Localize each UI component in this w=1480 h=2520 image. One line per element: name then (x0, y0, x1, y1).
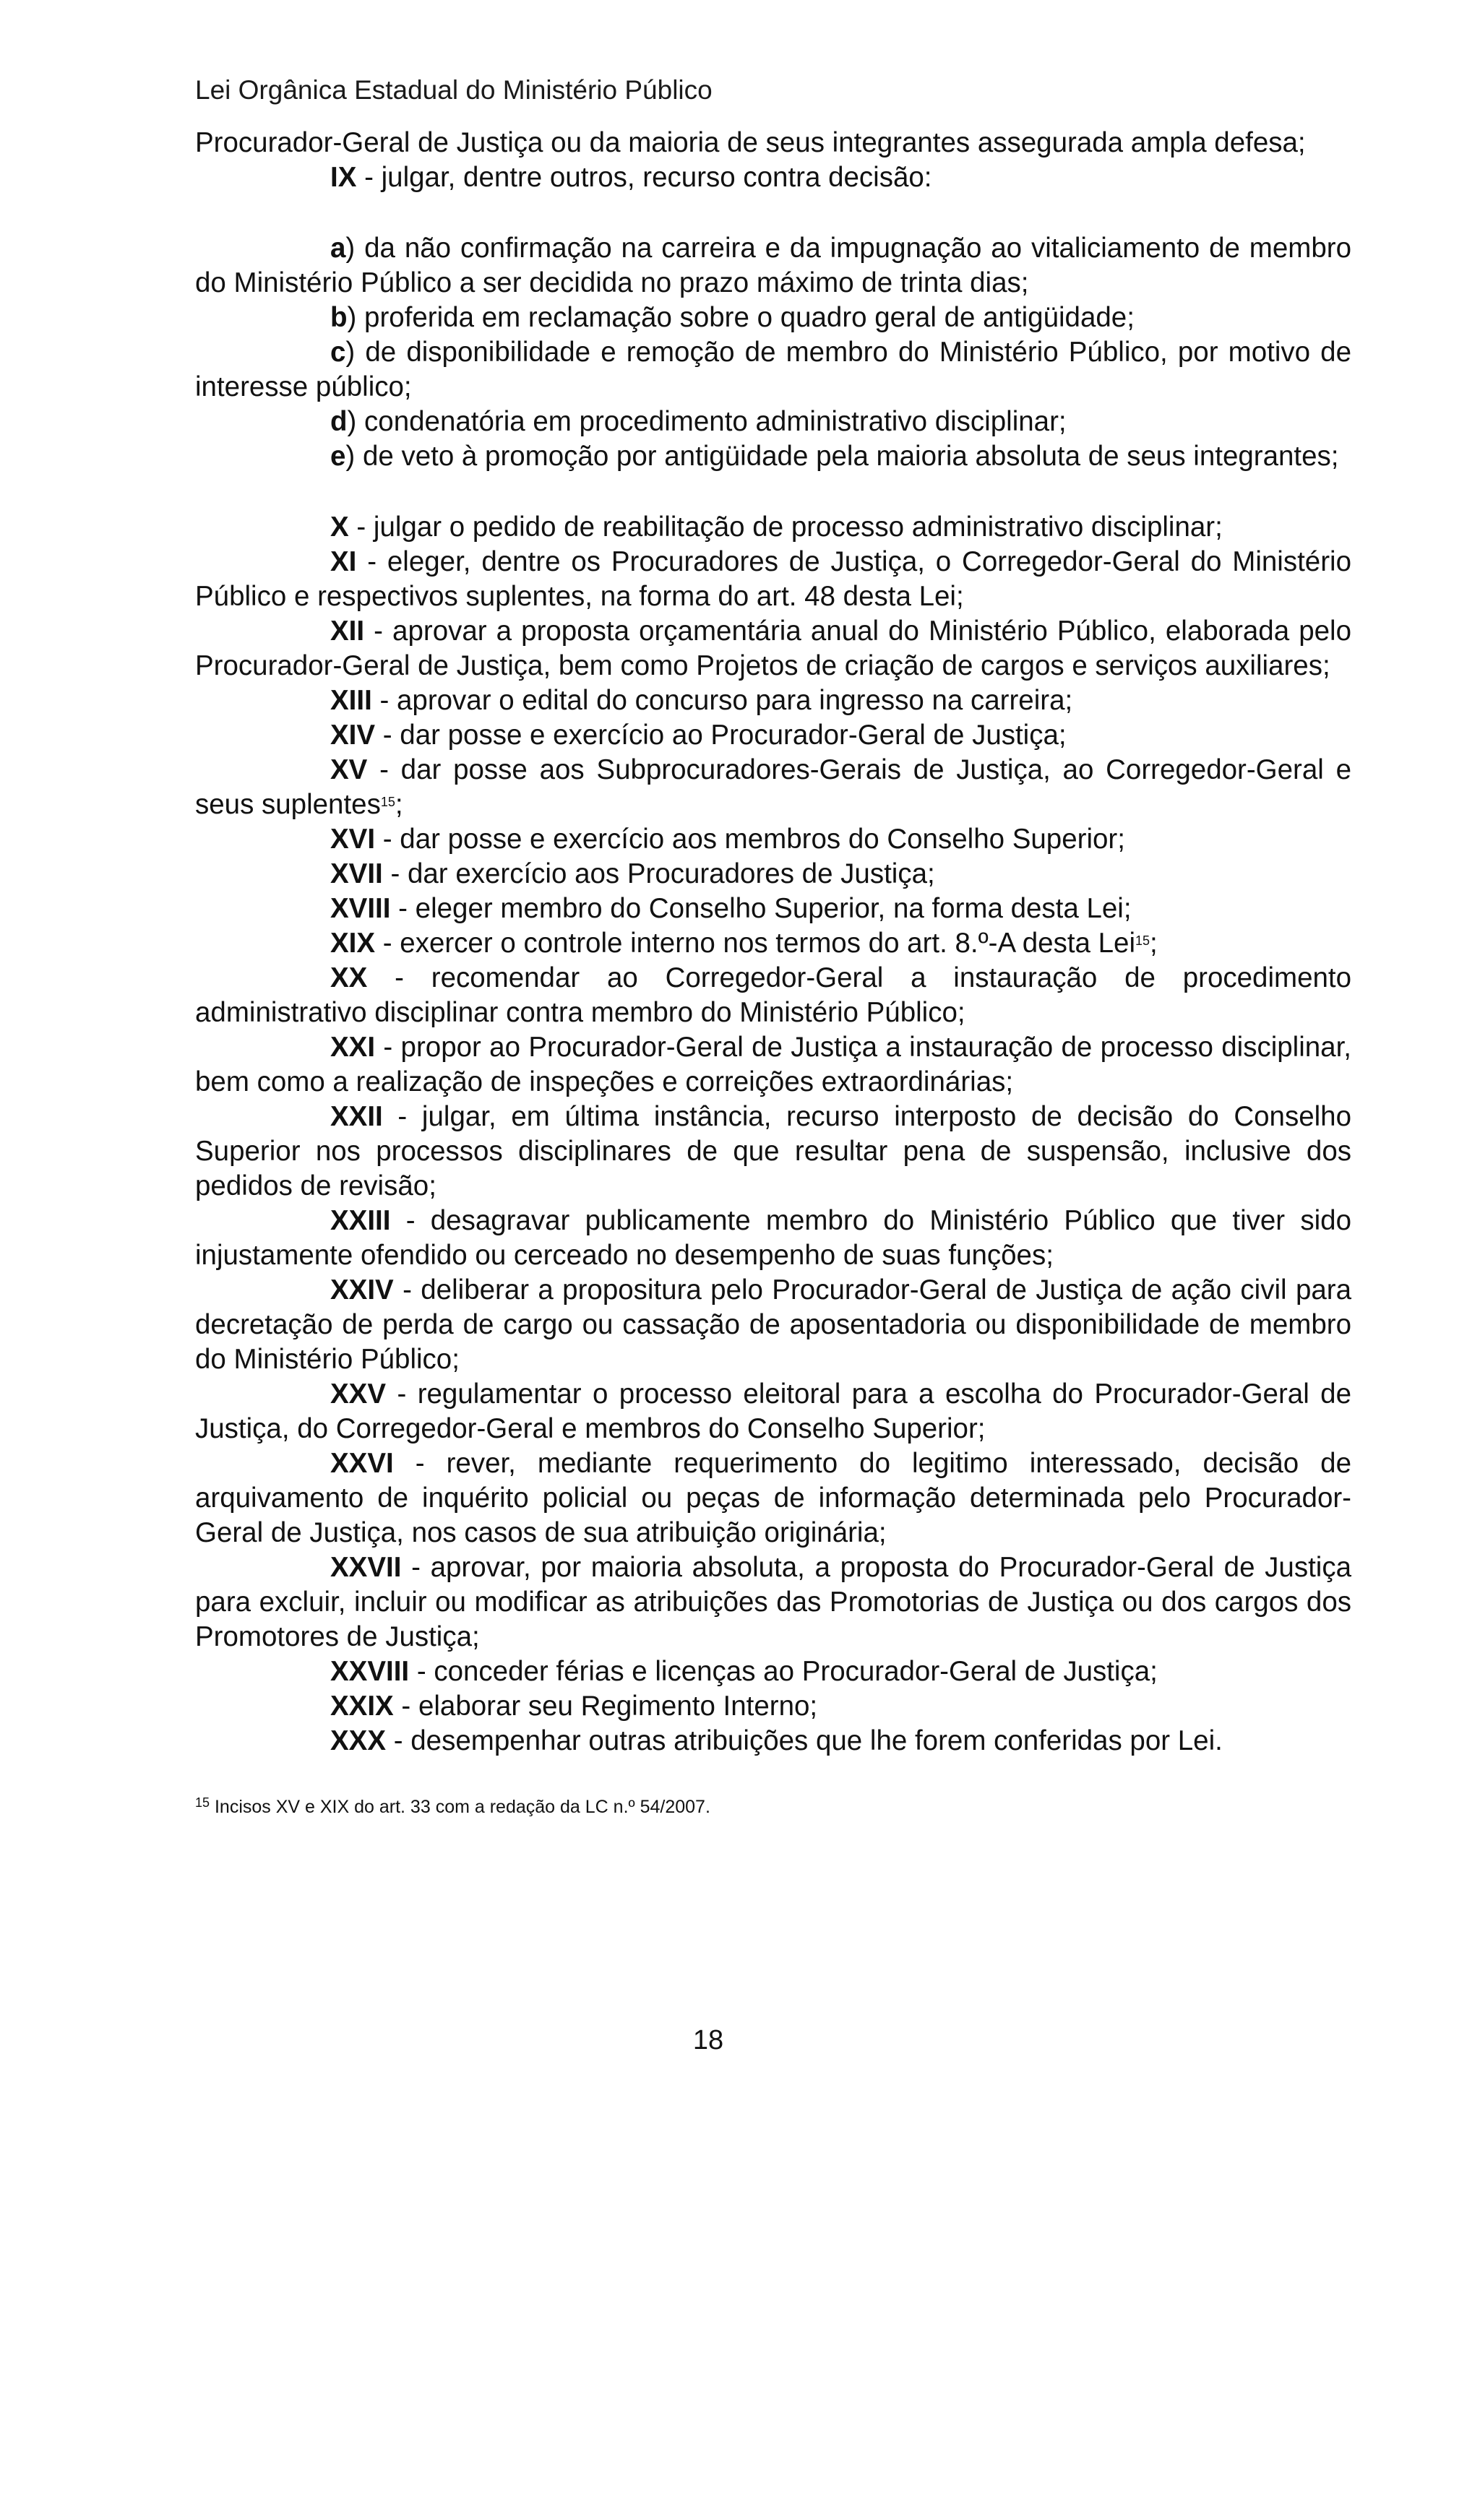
document-page (195, 72, 1351, 2055)
inciso-xxx (195, 1724, 1351, 1759)
inciso-punctuation: ; (1150, 928, 1158, 959)
inciso-punctuation: ; (395, 789, 403, 820)
inciso-text: - julgar, dentre outros, recurso contra decisão: (356, 162, 932, 193)
inciso-number: XIX (330, 928, 376, 959)
inciso-text: - elaborar seu Regimento Interno; (393, 1691, 818, 1722)
inciso-text: - dar exercício aos Procuradores de Justiça; (382, 858, 935, 889)
inciso-xxv (195, 1377, 1351, 1446)
footnote-reference: 15 (380, 795, 395, 809)
inciso-text: - aprovar, por maioria absoluta, a proposta do Procurador-Geral de Justiça para excluir, incluir ou modificar as atribuições das Promotorias de Justiça ou dos cargos dos Promotores de Justiça; (195, 1552, 1351, 1652)
paragraph-continuation: Procurador-Geral de Justiça ou da maioria de seus integrantes assegurada ampla defesa; (195, 127, 1306, 158)
footnote-number: 15 (195, 1795, 210, 1810)
inciso-text: - dar posse aos Subprocuradores-Gerais de Justiça, ao Corregedor-Geral e seus suplentes (195, 754, 1351, 820)
inciso-xx (195, 961, 1351, 1030)
alinea-a (195, 231, 1351, 301)
inciso-number: X (330, 512, 349, 543)
inciso-number: XVI (330, 824, 376, 855)
alinea-c (195, 335, 1351, 405)
inciso-number: XVIII (330, 893, 391, 924)
alinea-letter: c (330, 337, 346, 368)
alinea-letter: e (330, 441, 346, 472)
inciso-xxi (195, 1030, 1351, 1100)
inciso-number: XXVIII (330, 1656, 410, 1687)
inciso-text: - julgar, em última instância, recurso interposto de decisão do Conselho Superior nos processos disciplinares de que resultar pena de suspensão, inclusive dos pedidos de revisão; (195, 1101, 1351, 1201)
inciso-number: XII (330, 616, 365, 647)
inciso-number: XIV (330, 720, 376, 751)
inciso-text: - propor ao Procurador-Geral de Justiça a instauração de processo disciplinar, bem como a realização de inspeções e correições extraordinárias; (195, 1032, 1351, 1097)
inciso-xii (195, 614, 1351, 683)
inciso-ix (195, 160, 1351, 195)
inciso-x (195, 510, 1351, 545)
inciso-xiii (195, 683, 1351, 718)
alinea-letter: b (330, 302, 348, 333)
inciso-text: - exercer o controle interno nos termos do art. 8.º-A desta Lei (375, 928, 1136, 959)
alinea-letter: d (330, 406, 348, 437)
inciso-xvii (195, 857, 1351, 892)
inciso-number: XXX (330, 1725, 387, 1756)
alinea-d (195, 405, 1351, 439)
footnote (195, 1795, 1351, 1819)
inciso-text: - regulamentar o processo eleitoral para a escolha do Procurador-Geral de Justiça, do Corregedor-Geral e membros do Conselho Superior; (195, 1378, 1351, 1444)
inciso-number: XVII (330, 858, 383, 889)
inciso-text: - recomendar ao Corregedor-Geral a instauração de procedimento administrativo disciplinar contra membro do Ministério Público; (195, 962, 1351, 1028)
alinea-e (195, 439, 1351, 474)
inciso-xxiii (195, 1204, 1351, 1273)
incisos-list (195, 510, 1351, 1759)
inciso-text: - conceder férias e licenças ao Procurador-Geral de Justiça; (409, 1656, 1158, 1687)
running-header: Lei Orgânica Estadual do Ministério Público (195, 75, 713, 105)
inciso-text: - deliberar a propositura pelo Procurador-Geral de Justiça de ação civil para decretação de perda de cargo ou cassação de aposentadoria ou disponibilidade de membro do Ministério Público; (195, 1274, 1351, 1375)
alinea-text: ) de veto à promoção por antigüidade pela maioria absoluta de seus integrantes; (345, 441, 1339, 472)
inciso-number: XV (330, 754, 368, 785)
footnote-reference: 15 (1135, 933, 1150, 948)
inciso-number: XXVI (330, 1448, 394, 1479)
inciso-xxvi (195, 1446, 1351, 1550)
footnote-text: Incisos XV e XIX do art. 33 com a redação da LC n.º 54/2007. (210, 1797, 710, 1817)
inciso-text: - aprovar o edital do concurso para ingresso na carreira; (371, 685, 1073, 716)
inciso-text: - desagravar publicamente membro do Ministério Público que tiver sido injustamente ofendido ou cerceado no desempenho de suas funções; (195, 1205, 1351, 1271)
inciso-xiv (195, 718, 1351, 753)
inciso-xxii (195, 1100, 1351, 1204)
inciso-xv (195, 753, 1351, 822)
inciso-text: - aprovar a proposta orçamentária anual do Ministério Público, elaborada pelo Procurador-Geral de Justiça, bem como Projetos de criação de cargos e serviços auxiliares; (195, 616, 1351, 681)
alinea-text: ) proferida em reclamação sobre o quadro geral de antigüidade; (347, 302, 1135, 333)
inciso-number: XXI (330, 1032, 376, 1063)
inciso-number: XXII (330, 1101, 383, 1132)
inciso-xxix (195, 1689, 1351, 1724)
spacer (195, 474, 1351, 510)
inciso-text: - julgar o pedido de reabilitação de processo administrativo disciplinar; (348, 512, 1223, 543)
alinea-text: ) da não confirmação na carreira e da impugnação ao vitaliciamento de membro do Ministério Público a ser decidida no prazo máximo de trinta dias; (195, 233, 1351, 298)
inciso-text: - eleger membro do Conselho Superior, na forma desta Lei; (390, 893, 1132, 924)
inciso-xxiv (195, 1273, 1351, 1377)
inciso-number: XXIII (330, 1205, 391, 1236)
page-number: 18 (692, 2025, 724, 2055)
alinea-b (195, 301, 1351, 335)
inciso-number: XXVII (330, 1552, 402, 1583)
inciso-number: XXIX (330, 1691, 394, 1722)
inciso-number: XX (330, 962, 368, 993)
inciso-number: XXIV (330, 1274, 394, 1306)
inciso-text: - desempenhar outras atribuições que lhe forem conferidas por Lei. (386, 1725, 1223, 1756)
inciso-number: XXV (330, 1378, 387, 1410)
inciso-text: - eleger, dentre os Procuradores de Justiça, o Corregedor-Geral do Ministério Público e respectivos suplentes, na forma do art. 48 desta Lei; (195, 546, 1351, 612)
alinea-letter: a (330, 233, 346, 264)
inciso-xviii (195, 892, 1351, 926)
inciso-number: IX (330, 162, 357, 193)
inciso-number: XI (330, 546, 357, 577)
inciso-xi (195, 545, 1351, 614)
inciso-xxviii (195, 1654, 1351, 1689)
inciso-xvi (195, 822, 1351, 857)
inciso-text: - dar posse e exercício aos membros do Conselho Superior; (375, 824, 1125, 855)
body-text (195, 126, 1351, 1759)
inciso-number: XIII (330, 685, 372, 716)
alinea-text: ) condenatória em procedimento administrativo disciplinar; (347, 406, 1067, 437)
inciso-xxvii (195, 1550, 1351, 1654)
alinea-text: ) de disponibilidade e remoção de membro do Ministério Público, por motivo de interesse público; (195, 337, 1351, 402)
inciso-xix (195, 926, 1351, 961)
spacer (195, 195, 1351, 231)
inciso-text: - dar posse e exercício ao Procurador-Geral de Justiça; (375, 720, 1067, 751)
inciso-text: - rever, mediante requerimento do legitimo interessado, decisão de arquivamento de inquérito policial ou peças de informação determinada pelo Procurador-Geral de Justiça, nos casos de sua atribuição originária; (195, 1448, 1351, 1548)
